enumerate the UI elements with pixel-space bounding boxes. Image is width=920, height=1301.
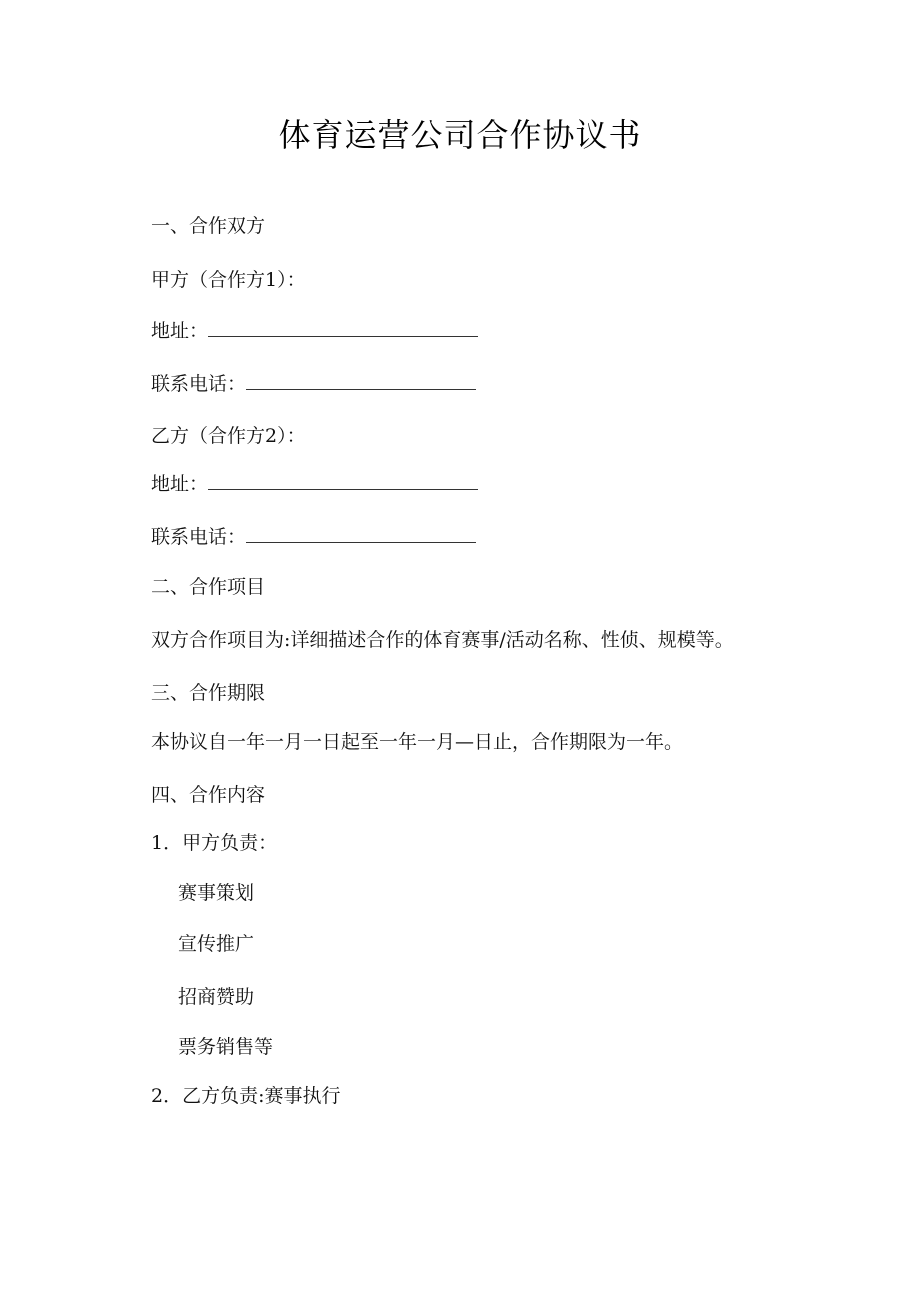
project-description: 双方合作项目为:详细描述合作的体育赛事/活动名称、性侦、规模等。 [151,629,734,651]
party-a-phone-label: 联系电话： [151,373,247,395]
party-a-duty-item: 招商赞助 [178,986,255,1008]
party-b-address-blank[interactable] [208,471,478,490]
party-a-duty-item: 赛事策划 [178,882,255,904]
party-b-address-row [151,471,478,497]
section-heading-term: 三、合作期限 [151,682,266,704]
party-a-phone-blank[interactable] [246,371,476,390]
party-b-label: 乙方（合作方2）： [151,425,306,447]
party-a-duty-item: 宣传推广 [178,933,255,955]
party-a-address-row [151,318,478,344]
section-heading-content: 四、合作内容 [151,784,266,806]
party-b-phone-blank[interactable] [246,524,476,543]
party-a-duty-heading: 1．甲方负责： [151,832,278,854]
party-a-address-label: 地址： [151,320,209,342]
party-a-phone-row [151,371,476,397]
party-a-label: 甲方（合作方1）： [151,269,306,291]
section-heading-project: 二、合作项目 [151,576,266,598]
party-a-address-blank[interactable] [208,318,478,337]
document-title: 体育运营公司合作协议书 [278,116,642,154]
party-a-duty-item: 票务销售等 [178,1036,274,1058]
section-heading-parties: 一、合作双方 [151,215,266,237]
party-b-phone-row [151,524,476,550]
party-b-phone-label: 联系电话： [151,526,247,548]
party-b-duty-heading: 2．乙方负责:赛事执行 [151,1085,341,1107]
party-b-address-label: 地址： [151,473,209,495]
term-description: 本协议自一年一月一日起至一年一月—日止，合作期限为一年。 [151,731,684,753]
